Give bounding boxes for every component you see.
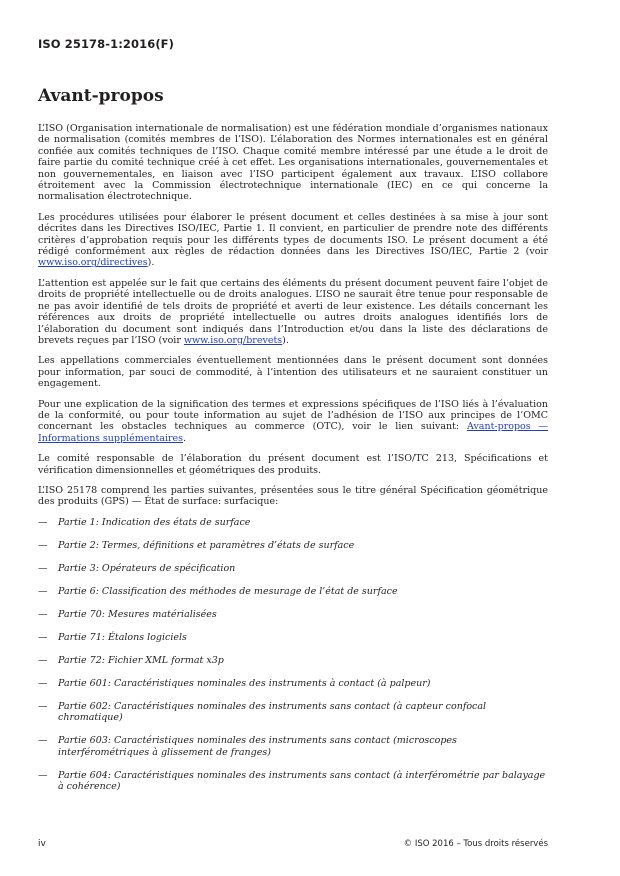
list-dash: — [38, 562, 48, 574]
list-dash: — [38, 608, 48, 620]
list-item-text: Partie 601: Caractéristiques nominales des instruments à contact (à palpeur) [58, 677, 431, 689]
list-dash: — [38, 677, 48, 689]
list-item-text: Partie 70: Mesures matérialisées [58, 608, 217, 620]
list-dash: — [38, 769, 48, 781]
list-dash: — [38, 585, 48, 597]
list-item-text: Partie 3: Opérateurs de spécification [58, 562, 236, 574]
list-item [38, 701, 548, 724]
list-item [38, 655, 548, 666]
paragraph-conformity-end: . [183, 432, 187, 444]
list-item-text: Partie 1: Indication des états de surface [58, 516, 251, 528]
list-item [38, 735, 548, 758]
list-dash: — [38, 631, 48, 643]
patents-link[interactable]: www.iso.org/brevets [183, 334, 283, 346]
paragraph-committee: Le comité responsable de l’élaboration du présent document est l’ISO/TC 213, Spécifications et vérification dimensionnelles et géométriques des produits. [38, 453, 548, 476]
foreword-body [38, 123, 548, 804]
parts-list [38, 517, 548, 793]
paragraph-trade-names: Les appellations commerciales éventuellement mentionnées dans le présent document sont données pour information, par souci de commodité, à l’intention des utilisateurs et ne sauraient constituer un engagement. [38, 355, 548, 390]
list-item-text: Partie 71: Étalons logiciels [58, 631, 187, 643]
paragraph-iso-intro: L’ISO (Organisation internationale de normalisation) est une fédération mondiale d’organismes nationaux de normalisation (comités membres de l’ISO). L’élaboration des Normes internationales est en général confiée aux comités techniques de l’ISO. Chaque comité membre intéressé par une étude a le droit de faire partie du comité technique créé à cet effet. Les organisations internationales, gouvernementales et non gouvernementales, en liaison avec l’ISO participent également aux travaux. L’ISO collabore étroitement avec la Commission électrotechnique internationale (IEC) en ce qui concerne la normalisation électrotechnique. [38, 123, 548, 203]
paragraph-procedures-text: Les procédures utilisées pour élaborer le présent document et celles destinées à sa mise à jour sont décrites dans les Directives ISO/IEC, Partie 1. Il convient, en particulier de prendre note des différents critères d’approbation requis pour les différents types de documents ISO. Le présent document a été rédigé conformément aux règles de rédaction données dans les Directives ISO/IEC, Partie 2 (voir [38, 211, 548, 258]
page-title: Avant-propos [38, 86, 164, 106]
list-item [38, 770, 548, 793]
list-item [38, 540, 548, 551]
list-dash: — [38, 654, 48, 666]
list-item [38, 517, 548, 528]
copyright-notice: © ISO 2016 – Tous droits réservés [403, 839, 548, 849]
paragraph-parts-intro: L’ISO 25178 comprend les parties suivantes, présentées sous le titre général Spécification géométrique des produits (GPS) — État de surface: surfacique: [38, 484, 548, 508]
list-item [38, 586, 548, 597]
paragraph-patents [38, 278, 548, 346]
directives-link[interactable]: www.iso.org/directives [38, 257, 148, 269]
list-item [38, 563, 548, 574]
list-dash: — [38, 735, 48, 747]
list-item-text: Partie 2: Termes, définitions et paramètres d’états de surface [58, 539, 355, 551]
list-item-text: Partie 603: Caractéristiques nominales des instruments sans contact (microscopes interférométriques à glissement de franges) [58, 735, 457, 758]
list-dash: — [38, 700, 48, 712]
page-number: iv [38, 839, 46, 849]
paragraph-conformity [38, 399, 548, 445]
list-item-text: Partie 604: Caractéristiques nominales des instruments sans contact (à interférométrie par balayage à cohérence) [58, 769, 546, 792]
supplementary-info-link[interactable]: Avant-propos — Informations supplémentaires [38, 421, 548, 444]
paragraph-conformity-text: Pour une explication de la signification des termes et expressions spécifiques de l’ISO liés à l’évaluation de la conformité, ou pour toute information au sujet de l’adhésion de l’ISO aux principes de l’OMC concernant les obstacles techniques au commerce (OTC), voir le lien suivant: [38, 398, 548, 433]
list-item-text: Partie 602: Caractéristiques nominales des instruments sans contact (à capteur confocal chromatique) [58, 700, 487, 724]
list-item-text: Partie 72: Fichier XML format x3p [58, 654, 224, 666]
list-item [38, 678, 548, 689]
list-dash: — [38, 539, 48, 551]
paragraph-procedures [38, 212, 548, 269]
paragraph-procedures-end: ). [147, 257, 155, 269]
paragraph-patents-end: ). [282, 334, 289, 346]
document-id: ISO 25178-1:2016(F) [38, 37, 174, 51]
list-item-text: Partie 6: Classification des méthodes de mesurage de l’état de surface [58, 585, 398, 597]
list-dash: — [38, 516, 48, 528]
list-item [38, 632, 548, 643]
list-item [38, 609, 548, 620]
paragraph-patents-text: L’attention est appelée sur le fait que certains des éléments du présent document peuvent faire l’objet de droits de propriété intellectuelle ou de droits analogues. L’ISO ne saurait être tenue pour responsable de ne pas avoir identifié de tels droits de propriété et averti de leur existence. Les détails concernant les références aux droits de propriété intellectuelle ou autres droits analogues identifiés lors de l’élaboration du document sont indiqués dans l’Introduction et/ou dans la liste des déclarations de brevets reçues par l’ISO (voir [38, 277, 548, 346]
